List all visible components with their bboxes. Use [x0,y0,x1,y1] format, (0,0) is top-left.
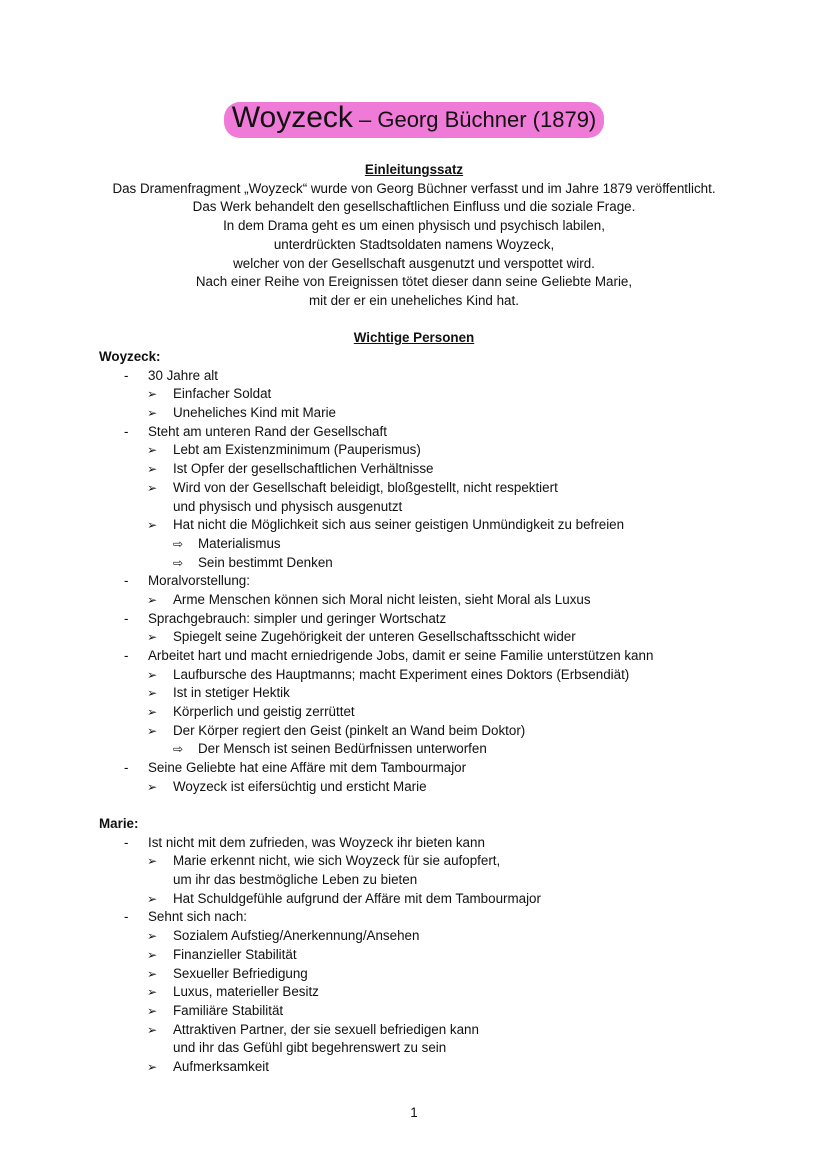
outline-item [0,759,828,778]
outline-item [0,703,828,722]
hollow-arrow-bullet-icon: ⇨ [173,555,184,570]
outline-item-text: Der Körper regiert den Geist (pinkelt an Wand beim Doktor) [173,722,526,738]
outline-item-text: Steht am unteren Rand der Gesellschaft [148,423,387,439]
outline-item [0,572,828,591]
outline-item [0,498,828,517]
arrow-bullet-icon: ➢ [147,705,158,720]
outline-item [0,441,828,460]
outline-item-text: Moralvorstellung: [148,573,250,589]
outline-item-text: Marie erkennt nicht, wie sich Woyzeck für sie aufopfert, [173,853,501,869]
intro-line: Das Dramenfragment „Woyzeck“ wurde von Georg Büchner verfasst und im Jahre 1879 veröffentlicht. [112,180,716,196]
title-wrap [0,102,828,138]
outline-item-text: Hat nicht die Möglichkeit sich aus seiner geistigen Unmündigkeit zu befreien [173,517,625,533]
outline-item [0,983,828,1002]
arrow-bullet-icon: ➢ [147,667,158,682]
dash-bullet: - [124,834,129,850]
arrow-bullet-icon: ➢ [147,630,158,645]
outline-item [0,871,828,890]
intro-heading: Einleitungssatz [364,162,464,177]
dash-bullet: - [124,760,129,776]
outline-item [0,516,828,535]
outline-item-text: Hat Schuldgefühle aufgrund der Affäre mit dem Tambourmajor [173,890,541,906]
outline-item [0,1021,828,1040]
section-title: Marie: [99,816,139,831]
intro-line: unterdrückten Stadtsoldaten namens Woyzeck, [273,236,555,252]
intro-line: Nach einer Reihe von Ereignissen tötet dieser dann seine Geliebte Marie, [195,274,633,290]
arrow-bullet-icon: ➢ [147,929,158,944]
outline-item [0,908,828,927]
dash-bullet: - [124,573,129,589]
outline-item-text: Einfacher Soldat [173,386,272,402]
title-rest: – Georg Büchner (1879) [352,107,597,132]
outline-item [0,834,828,853]
document-title [224,102,605,138]
arrow-bullet-icon: ➢ [147,854,158,869]
arrow-bullet-icon: ➢ [147,966,158,981]
arrow-bullet-icon: ➢ [147,985,158,1000]
outline-item [0,666,828,685]
outline-item-text: Ist nicht mit dem zufrieden, was Woyzeck ihr bieten kann [148,834,485,850]
outline-item [0,535,828,554]
outline-item [0,1058,828,1077]
section-title-line [0,815,828,834]
arrow-bullet-icon: ➢ [147,947,158,962]
outline-item-text: Sozialem Aufstieg/Anerkennung/Ansehen [173,928,420,944]
section-marie [0,815,828,1077]
outline-item [0,479,828,498]
section-woyzeck [0,348,828,797]
outline-item-text: Aufmerksamkeit [173,1058,269,1074]
outline-item [0,423,828,442]
outline-item [0,722,828,741]
title-main: Woyzeck [231,101,353,134]
outline-item-text: und ihr das Gefühl gibt begehrenswert zu sein [173,1040,447,1056]
outline-item-text: Uneheliches Kind mit Marie [173,405,336,421]
hollow-arrow-bullet-icon: ⇨ [173,536,184,551]
outline-item [0,385,828,404]
persons-heading: Wichtige Personen [353,330,475,345]
outline-item-text: Ist Opfer der gesellschaftlichen Verhältnisse [173,461,434,477]
arrow-bullet-icon: ➢ [147,462,158,477]
outline-item-text: Körperlich und geistig zerrüttet [173,704,355,720]
arrow-bullet-icon: ➢ [147,1003,158,1018]
intro-block [0,161,828,311]
arrow-bullet-icon: ➢ [147,723,158,738]
outline-item-text: Arbeitet hart und macht erniedrigende Jobs, damit er seine Familie unterstützen kann [148,648,654,663]
outline-item [0,591,828,610]
outline-item-text: Familiäre Stabilität [173,1002,284,1018]
dash-bullet: - [124,648,129,663]
outline-item-text: Finanzieller Stabilität [173,946,297,962]
outline-item-text: Wird von der Gesellschaft beleidigt, bloßgestellt, nicht respektiert [173,479,558,495]
outline-item [0,460,828,479]
outline-item-text: Spiegelt seine Zugehörigkeit der unteren Gesellschaftsschicht wider [173,629,576,645]
outline-item-text: Laufbursche des Hauptmanns; macht Experiment eines Doktors (Erbsendiät) [173,666,630,682]
intro-line: In dem Drama geht es um einen physisch und psychisch labilen, [223,218,605,234]
outline-item-text: Woyzeck ist eifersüchtig und ersticht Marie [173,778,427,794]
arrow-bullet-icon: ➢ [147,891,158,906]
outline-item-text: Der Mensch ist seinen Bedürfnissen unterworfen [198,741,487,757]
outline-item [0,554,828,573]
outline-item-text: Sehnt sich nach: [148,909,248,925]
section-title: Woyzeck: [99,349,161,364]
arrow-bullet-icon: ➢ [147,406,158,421]
outline-item [0,927,828,946]
outline-item-text: Seine Geliebte hat eine Affäre mit dem Tambourmajor [148,760,467,776]
outline-item [0,740,828,759]
outline-item [0,890,828,909]
outline-item-text: 30 Jahre alt [148,367,218,383]
outline-item-text: Sein bestimmt Denken [198,554,333,570]
outline-item [0,404,828,423]
arrow-bullet-icon: ➢ [147,592,158,607]
outline-item-text: Materialismus [198,535,281,551]
dash-bullet: - [124,610,129,626]
dash-bullet: - [124,367,129,383]
arrow-bullet-icon: ➢ [147,480,158,495]
outline-item [0,628,828,647]
outline-item [0,647,828,666]
outline-item [0,684,828,703]
hollow-arrow-bullet-icon: ⇨ [173,742,184,757]
arrow-bullet-icon: ➢ [147,1059,158,1074]
intro-line: Das Werk behandelt den gesellschaftlichen Einfluss und die soziale Frage. [192,199,636,215]
outline-item-text: Attraktiven Partner, der sie sexuell befriedigen kann [173,1021,479,1037]
outline-item-text: Ist in stetiger Hektik [173,685,290,701]
outline-item-text: um ihr das bestmögliche Leben zu bieten [173,872,418,888]
outline-item [0,965,828,984]
arrow-bullet-icon: ➢ [147,518,158,533]
outline-item [0,1002,828,1021]
outline-item [0,610,828,629]
outline-item [0,946,828,965]
page-number: 1 [410,1105,418,1120]
arrow-bullet-icon: ➢ [147,686,158,701]
outline-item-text: Arme Menschen können sich Moral nicht leisten, sieht Moral als Luxus [173,591,591,607]
intro-line: mit der er ein uneheliches Kind hat. [309,292,519,308]
arrow-bullet-icon: ➢ [147,779,158,794]
intro-line: welcher von der Gesellschaft ausgenutzt und verspottet wird. [233,255,595,271]
dash-bullet: - [124,909,129,925]
outline-item [0,367,828,386]
outline-item-text: Luxus, materieller Besitz [173,984,319,1000]
outline-item [0,1039,828,1058]
outline-item-text: Lebt am Existenzminimum (Pauperismus) [173,442,421,458]
outline-item [0,778,828,797]
arrow-bullet-icon: ➢ [147,1022,158,1037]
outline-item-text: Sprachgebrauch: simpler und geringer Wortschatz [148,610,447,626]
arrow-bullet-icon: ➢ [147,387,158,402]
section-title-line [0,348,828,367]
outline-item-text: und physisch und physisch ausgenutzt [173,498,403,514]
dash-bullet: - [124,423,129,439]
arrow-bullet-icon: ➢ [147,443,158,458]
outline-item-text: Sexueller Befriedigung [173,965,308,981]
outline-item [0,852,828,871]
